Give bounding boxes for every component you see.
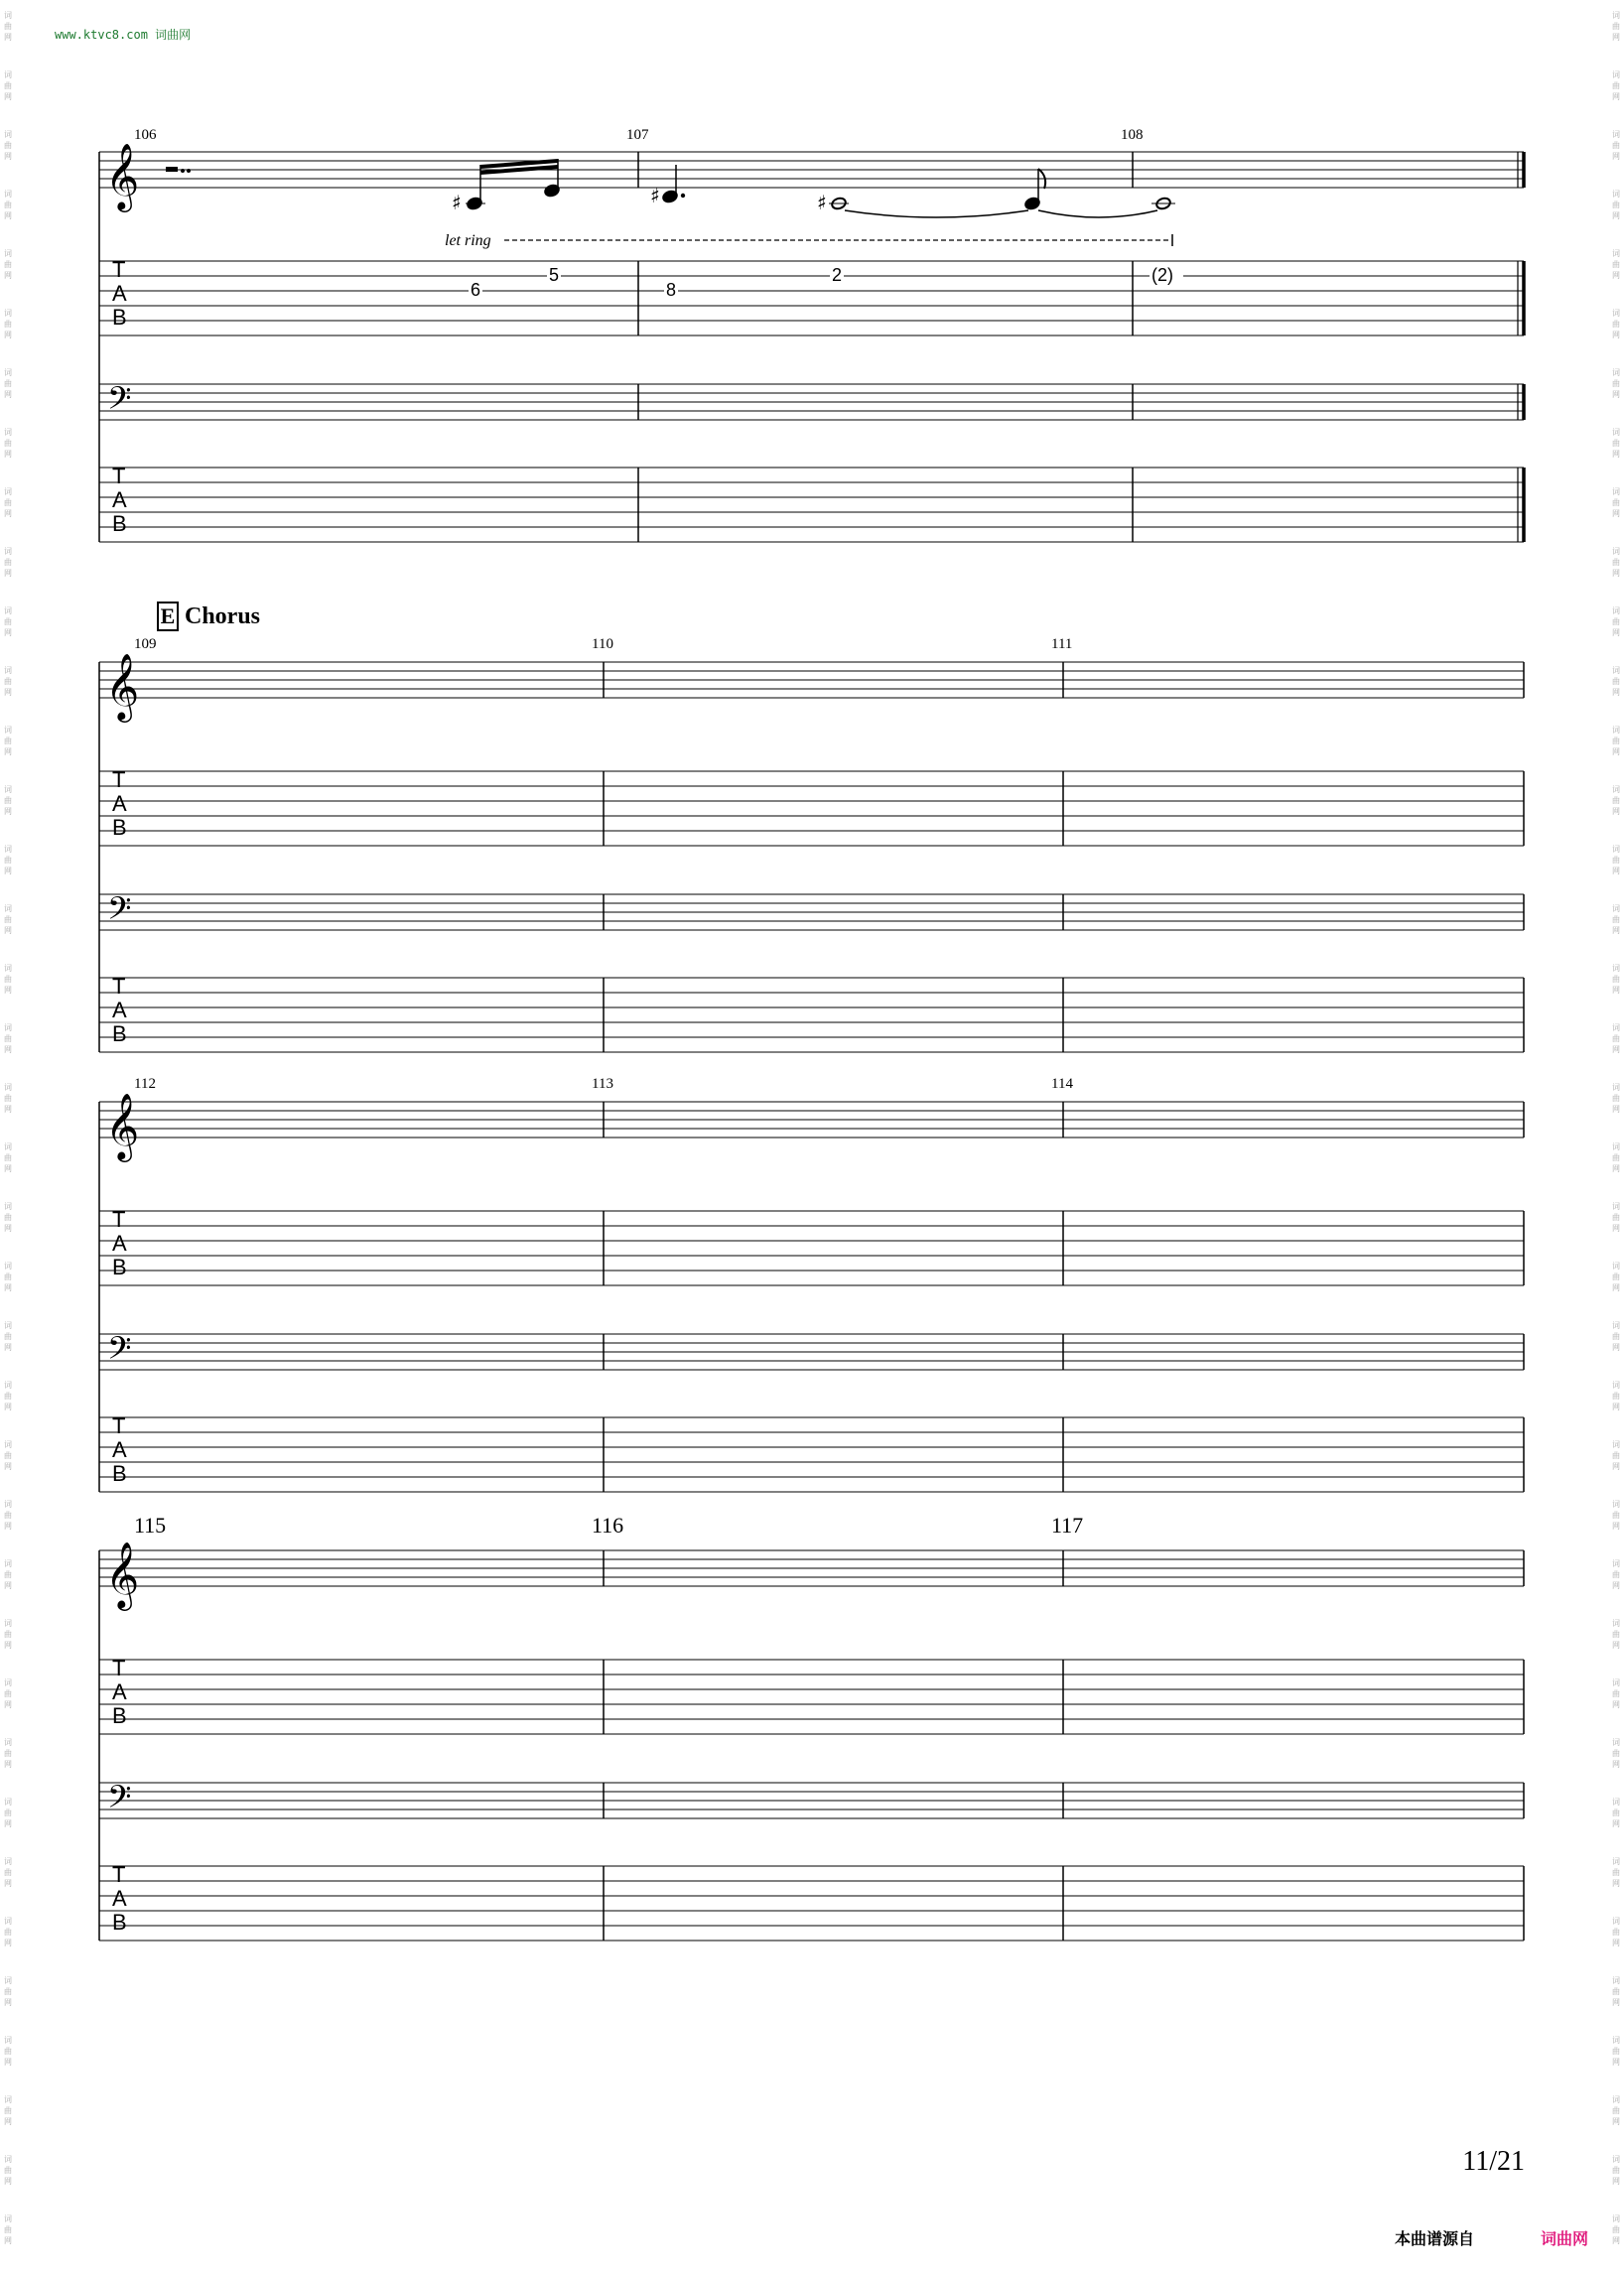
watermark-char: 词 (4, 2155, 12, 2164)
watermark-char: 网 (1612, 1939, 1620, 1947)
watermark-char: 词 (4, 368, 12, 377)
watermark-char: 词 (4, 845, 12, 854)
watermark-char: 网 (1612, 92, 1620, 101)
watermark-char: 曲 (1612, 617, 1620, 626)
watermark-char: 网 (4, 1581, 12, 1590)
watermark-char: 词 (1612, 1500, 1620, 1509)
watermark-char: 词 (1612, 964, 1620, 973)
watermark-char: 曲 (4, 796, 12, 805)
watermark-char: 曲 (1612, 1868, 1620, 1877)
measure-number: 114 (1051, 1076, 1073, 1092)
watermark-char: 词 (1612, 487, 1620, 496)
watermark-char: 词 (4, 964, 12, 973)
tab-clef-letter: B (112, 1703, 127, 1728)
tab-clef-letter: T (112, 1413, 126, 1438)
watermark-char: 网 (1612, 1283, 1620, 1292)
watermark-char: 曲 (1612, 1094, 1620, 1103)
watermark-char: 网 (4, 390, 12, 399)
measure-number: 108 (1121, 127, 1144, 143)
watermark-char: 网 (4, 1224, 12, 1233)
treble-clef-icon: 𝄞 (105, 1541, 140, 1608)
watermark-char: 词 (1612, 1678, 1620, 1687)
tab-clef-letter: A (112, 791, 127, 816)
let-ring-label: let ring (445, 232, 491, 249)
watermark-char: 曲 (4, 141, 12, 150)
watermark-char: 词 (4, 249, 12, 258)
watermark-char: 词 (1612, 1559, 1620, 1568)
watermark-char: 网 (1612, 926, 1620, 935)
tab-number: (2) (1151, 265, 1173, 285)
watermark-char: 网 (4, 628, 12, 637)
watermark-char: 网 (4, 1105, 12, 1114)
watermark-char: 词 (1612, 1262, 1620, 1271)
watermark-char: 曲 (4, 1987, 12, 1996)
watermark-char: 词 (1612, 309, 1620, 318)
watermark-char: 曲 (1612, 439, 1620, 448)
watermark-char: 词 (1612, 1798, 1620, 1807)
watermark-char: 词 (4, 487, 12, 496)
watermark-char: 网 (4, 688, 12, 697)
watermark-char: 词 (4, 1381, 12, 1390)
watermark-char: 词 (1612, 904, 1620, 913)
watermark-char: 词 (1612, 785, 1620, 794)
watermark-char: 曲 (4, 737, 12, 745)
watermark-char: 词 (1612, 2214, 1620, 2223)
watermark-char: 网 (1612, 1164, 1620, 1173)
watermark-char: 曲 (4, 1392, 12, 1401)
watermark-char: 曲 (4, 1928, 12, 1937)
watermark-char: 曲 (1612, 320, 1620, 329)
bass-clef-icon: 𝄢 (107, 890, 132, 934)
watermark-char: 网 (4, 1998, 12, 2007)
watermark-char: 词 (1612, 2036, 1620, 2045)
watermark-char: 网 (4, 1522, 12, 1531)
watermark-char: 曲 (4, 1034, 12, 1043)
watermark-char: 词 (4, 1798, 12, 1807)
watermark-char: 网 (1612, 2236, 1620, 2245)
watermark-char: 词 (4, 70, 12, 79)
watermark-char: 曲 (1612, 1273, 1620, 1281)
watermark-char: 曲 (4, 1630, 12, 1639)
watermark-char: 曲 (1612, 81, 1620, 90)
watermark-char: 词 (4, 1440, 12, 1449)
watermark-char: 曲 (1612, 796, 1620, 805)
measure-number: 116 (592, 1513, 624, 1538)
watermark-char: 词 (4, 606, 12, 615)
watermark-char: 曲 (4, 260, 12, 269)
watermark-char: 词 (1612, 368, 1620, 377)
watermark-char: 词 (4, 309, 12, 318)
watermark-char: 词 (4, 1857, 12, 1866)
watermark-char: 网 (1612, 1700, 1620, 1709)
watermark-char: 网 (4, 926, 12, 935)
watermark-char: 曲 (1612, 22, 1620, 31)
watermark-char: 词 (4, 785, 12, 794)
tab-clef-letter: A (112, 1679, 127, 1704)
tab-clef-letter: T (112, 464, 126, 488)
watermark-char: 曲 (1612, 1451, 1620, 1460)
watermark-char: 曲 (1612, 201, 1620, 209)
watermark-char: 曲 (4, 856, 12, 865)
measure-number: 113 (592, 1076, 613, 1092)
watermark-char: 网 (1612, 1224, 1620, 1233)
bass-clef-icon: 𝄢 (107, 1779, 132, 1822)
watermark-char: 曲 (4, 439, 12, 448)
watermark-char: 网 (1612, 1522, 1620, 1531)
watermark-char: 网 (1612, 688, 1620, 697)
watermark-char: 曲 (4, 2106, 12, 2115)
watermark-char: 曲 (4, 558, 12, 567)
watermark-char: 曲 (4, 677, 12, 686)
watermark-char: 曲 (1612, 677, 1620, 686)
watermark-char: 曲 (1612, 856, 1620, 865)
watermark-char: 词 (1612, 726, 1620, 735)
watermark-char: 词 (1612, 190, 1620, 199)
bass-clef-icon: 𝄢 (107, 1330, 132, 1374)
section-letter-box: E (157, 602, 179, 631)
watermark-char: 网 (1612, 33, 1620, 42)
watermark-char: 网 (1612, 807, 1620, 816)
watermark-char: 曲 (4, 1689, 12, 1698)
tab-clef-letter: A (112, 998, 127, 1022)
watermark-char: 曲 (1612, 558, 1620, 567)
tab-clef-letter: B (112, 1255, 127, 1279)
watermark-char: 词 (4, 428, 12, 437)
watermark-char: 曲 (1612, 2047, 1620, 2056)
watermark-char: 网 (4, 2177, 12, 2186)
watermark-char: 网 (1612, 1343, 1620, 1352)
watermark-char: 网 (1612, 628, 1620, 637)
watermark-char: 曲 (4, 1094, 12, 1103)
watermark-char: 词 (4, 547, 12, 556)
watermark-char: 词 (1612, 666, 1620, 675)
watermark-char: 曲 (4, 1570, 12, 1579)
watermark-char: 网 (1612, 450, 1620, 459)
watermark-char: 词 (4, 2095, 12, 2104)
watermark-char: 网 (4, 211, 12, 220)
watermark-char: 词 (1612, 1381, 1620, 1390)
watermark-char: 曲 (4, 1511, 12, 1520)
watermark-char: 词 (4, 1202, 12, 1211)
watermark-char: 词 (4, 1083, 12, 1092)
measure-number: 115 (134, 1513, 167, 1538)
watermark-char: 词 (4, 11, 12, 20)
watermark-char: 曲 (1612, 1749, 1620, 1758)
watermark-char: 网 (4, 271, 12, 280)
watermark-char: 网 (4, 450, 12, 459)
watermark-char: 词 (4, 1619, 12, 1628)
watermark-char: 网 (4, 747, 12, 756)
watermark-char: 网 (1612, 1045, 1620, 1054)
watermark-char: 曲 (1612, 1809, 1620, 1817)
watermark-char: 网 (4, 986, 12, 995)
footer-site-label: 词曲网 (1541, 2229, 1589, 2248)
watermark-char: 曲 (1612, 1213, 1620, 1222)
watermark-char: 曲 (4, 1749, 12, 1758)
tab-clef-letter: T (112, 1207, 126, 1232)
watermark-char: 词 (4, 130, 12, 139)
watermark-char: 网 (1612, 2177, 1620, 2186)
watermark-char: 网 (1612, 390, 1620, 399)
watermark-char: 曲 (1612, 975, 1620, 984)
watermark-char: 曲 (1612, 1630, 1620, 1639)
watermark-char: 曲 (4, 1332, 12, 1341)
watermark-char: 网 (4, 1462, 12, 1471)
watermark-char: 网 (4, 33, 12, 42)
tab-number: 2 (832, 265, 843, 285)
watermark-char: 曲 (4, 320, 12, 329)
watermark-char: 词 (4, 1321, 12, 1330)
watermark-char: 词 (1612, 1738, 1620, 1747)
watermark-char: 词 (1612, 1083, 1620, 1092)
watermark-char: 词 (4, 1976, 12, 1985)
watermark-char: 词 (1612, 1202, 1620, 1211)
watermark-char: 网 (4, 1760, 12, 1769)
tab-clef-letter: A (112, 487, 127, 512)
watermark-char: 词 (1612, 1857, 1620, 1866)
watermark-char: 曲 (1612, 1928, 1620, 1937)
watermark-char: 网 (1612, 509, 1620, 518)
watermark-char: 词 (1612, 249, 1620, 258)
watermark-char: 曲 (1612, 1987, 1620, 1996)
tab-number: 5 (549, 265, 560, 285)
watermark-char: 网 (1612, 2117, 1620, 2126)
watermark-char: 网 (1612, 331, 1620, 339)
watermark-char: 曲 (1612, 1570, 1620, 1579)
tab-number: 8 (666, 280, 677, 300)
watermark-char: 网 (4, 1641, 12, 1650)
watermark-char: 网 (1612, 569, 1620, 578)
watermark-char: 词 (1612, 428, 1620, 437)
watermark-char: 网 (4, 92, 12, 101)
measure-number: 109 (134, 636, 157, 652)
watermark-char: 网 (1612, 271, 1620, 280)
watermark-char: 词 (1612, 2095, 1620, 2104)
watermark-char: 词 (1612, 130, 1620, 139)
watermark-char: 词 (1612, 1976, 1620, 1985)
watermark-char: 词 (1612, 2155, 1620, 2164)
watermark-char: 词 (1612, 1023, 1620, 1032)
treble-clef-icon: 𝄞 (105, 1092, 140, 1159)
watermark-char: 网 (1612, 1462, 1620, 1471)
watermark-char: 曲 (4, 1451, 12, 1460)
watermark-char: 网 (1612, 1760, 1620, 1769)
watermark-char: 网 (1612, 1581, 1620, 1590)
watermark-char: 曲 (4, 975, 12, 984)
tab-clef-letter: B (112, 1461, 127, 1486)
watermark-char: 曲 (1612, 1332, 1620, 1341)
watermark-char: 网 (4, 152, 12, 161)
watermark-char: 词 (1612, 845, 1620, 854)
watermark-char: 词 (4, 1142, 12, 1151)
watermark-char: 曲 (1612, 1153, 1620, 1162)
watermark-char: 曲 (1612, 1392, 1620, 1401)
watermark-char: 曲 (4, 2166, 12, 2175)
watermark-char: 词 (4, 1500, 12, 1509)
watermark-char: 词 (1612, 1142, 1620, 1151)
watermark-char: 曲 (1612, 915, 1620, 924)
watermark-char: 词 (1612, 606, 1620, 615)
bass-clef-icon: 𝄢 (107, 380, 132, 424)
watermark-char: 曲 (1612, 2166, 1620, 2175)
watermark-char: 词 (1612, 1440, 1620, 1449)
watermark-char: 曲 (4, 81, 12, 90)
watermark-char: 网 (1612, 1105, 1620, 1114)
tab-clef-letter: B (112, 511, 127, 536)
tab-clef-letter: T (112, 1862, 126, 1887)
sharp-accidental-icon: ♯ (817, 191, 827, 214)
watermark-char: 词 (4, 1678, 12, 1687)
watermark-char: 词 (4, 904, 12, 913)
watermark-char: 曲 (4, 2225, 12, 2234)
tab-clef-letter: B (112, 1910, 127, 1935)
watermark-char: 曲 (4, 1868, 12, 1877)
watermark-char: 词 (4, 1023, 12, 1032)
watermark-char: 网 (4, 1343, 12, 1352)
watermark-char: 词 (1612, 1321, 1620, 1330)
tab-clef-letter: B (112, 1021, 127, 1046)
watermark-char: 曲 (4, 379, 12, 388)
watermark-char: 曲 (4, 617, 12, 626)
watermark-char: 网 (1612, 1641, 1620, 1650)
watermark-char: 曲 (1612, 1689, 1620, 1698)
watermark-char: 词 (1612, 1619, 1620, 1628)
watermark-char: 词 (4, 2214, 12, 2223)
tab-clef-letter: T (112, 257, 126, 282)
watermark-char: 网 (4, 509, 12, 518)
measure-number: 111 (1051, 636, 1073, 652)
watermark-char: 网 (4, 1819, 12, 1828)
watermark-char: 词 (1612, 11, 1620, 20)
measure-number: 112 (134, 1076, 156, 1092)
augmentation-dot (681, 194, 685, 198)
watermark-char: 曲 (4, 1273, 12, 1281)
watermark-char: 网 (4, 1164, 12, 1173)
sharp-accidental-icon: ♯ (452, 191, 462, 214)
tab-clef-letter: B (112, 815, 127, 840)
watermark-char: 曲 (1612, 737, 1620, 745)
sharp-accidental-icon: ♯ (650, 184, 660, 207)
tab-clef-letter: A (112, 1886, 127, 1911)
watermark-char: 网 (4, 1700, 12, 1709)
watermark-char: 网 (1612, 1403, 1620, 1411)
watermark-char: 词 (1612, 547, 1620, 556)
rest-dot (181, 169, 185, 173)
watermark-char: 词 (4, 726, 12, 735)
watermark-char: 词 (1612, 1917, 1620, 1926)
watermark-char: 曲 (4, 1153, 12, 1162)
source-url: www.ktvc8.com 词曲网 (55, 28, 192, 42)
watermark-char: 网 (4, 569, 12, 578)
rest-dot (187, 169, 191, 173)
watermark-char: 网 (1612, 867, 1620, 875)
watermark-char: 网 (1612, 1998, 1620, 2007)
watermark-char: 网 (1612, 152, 1620, 161)
tab-clef-letter: T (112, 767, 126, 792)
watermark-char: 词 (4, 666, 12, 675)
watermark-char: 曲 (1612, 498, 1620, 507)
tab-clef-letter: T (112, 1656, 126, 1680)
watermark-char: 曲 (4, 1213, 12, 1222)
watermark-char: 曲 (4, 498, 12, 507)
tie (1038, 210, 1157, 217)
watermark-char: 曲 (1612, 2106, 1620, 2115)
watermark-char: 词 (4, 1738, 12, 1747)
watermark-char: 网 (4, 1939, 12, 1947)
measure-number: 110 (592, 636, 613, 652)
tab-number: 6 (471, 280, 481, 300)
watermark-char: 网 (1612, 211, 1620, 220)
watermark-char: 曲 (4, 915, 12, 924)
watermark-char: 曲 (1612, 260, 1620, 269)
watermark-char: 网 (4, 1045, 12, 1054)
watermark-char: 曲 (1612, 1511, 1620, 1520)
measure-number: 106 (134, 127, 157, 143)
watermark-char: 网 (4, 1879, 12, 1888)
tie (845, 210, 1028, 217)
watermark-char: 词 (1612, 70, 1620, 79)
section-name: Chorus (185, 603, 261, 629)
watermark-char: 曲 (1612, 141, 1620, 150)
tab-clef-letter: B (112, 305, 127, 330)
watermark-char: 网 (4, 2117, 12, 2126)
watermark-char: 网 (4, 1283, 12, 1292)
watermark-char: 网 (1612, 2058, 1620, 2067)
watermark-char: 网 (4, 1403, 12, 1411)
treble-clef-icon: 𝄞 (105, 652, 140, 720)
watermark-char: 曲 (4, 2047, 12, 2056)
measure-number: 107 (626, 127, 649, 143)
tab-clef-letter: A (112, 281, 127, 306)
watermark-char: 网 (4, 331, 12, 339)
half-rest-icon (166, 167, 178, 172)
watermark-char: 网 (1612, 986, 1620, 995)
watermark-char: 词 (4, 1559, 12, 1568)
watermark-char: 词 (4, 190, 12, 199)
page-number: 11/21 (1462, 2146, 1525, 2177)
watermark-char: 网 (4, 2058, 12, 2067)
watermark-char: 词 (4, 1262, 12, 1271)
watermark-char: 曲 (4, 22, 12, 31)
measure-number: 117 (1051, 1513, 1084, 1538)
tab-clef-letter: A (112, 1437, 127, 1462)
watermark-char: 曲 (4, 1809, 12, 1817)
watermark-char: 曲 (1612, 379, 1620, 388)
tab-clef-letter: T (112, 974, 126, 999)
watermark-char: 曲 (1612, 1034, 1620, 1043)
watermark-char: 网 (1612, 1819, 1620, 1828)
watermark-char: 网 (4, 807, 12, 816)
watermark-char: 网 (1612, 1879, 1620, 1888)
footer-source-label: 本曲谱源自 (1395, 2229, 1475, 2248)
treble-clef-icon: 𝄞 (105, 142, 140, 209)
watermark-char: 曲 (1612, 2225, 1620, 2234)
tab-clef-letter: A (112, 1231, 127, 1256)
watermark-char: 网 (1612, 747, 1620, 756)
watermark-char: 词 (4, 1917, 12, 1926)
watermark-char: 曲 (4, 201, 12, 209)
watermark-char: 网 (4, 2236, 12, 2245)
watermark-char: 词 (4, 2036, 12, 2045)
watermark-char: 网 (4, 867, 12, 875)
